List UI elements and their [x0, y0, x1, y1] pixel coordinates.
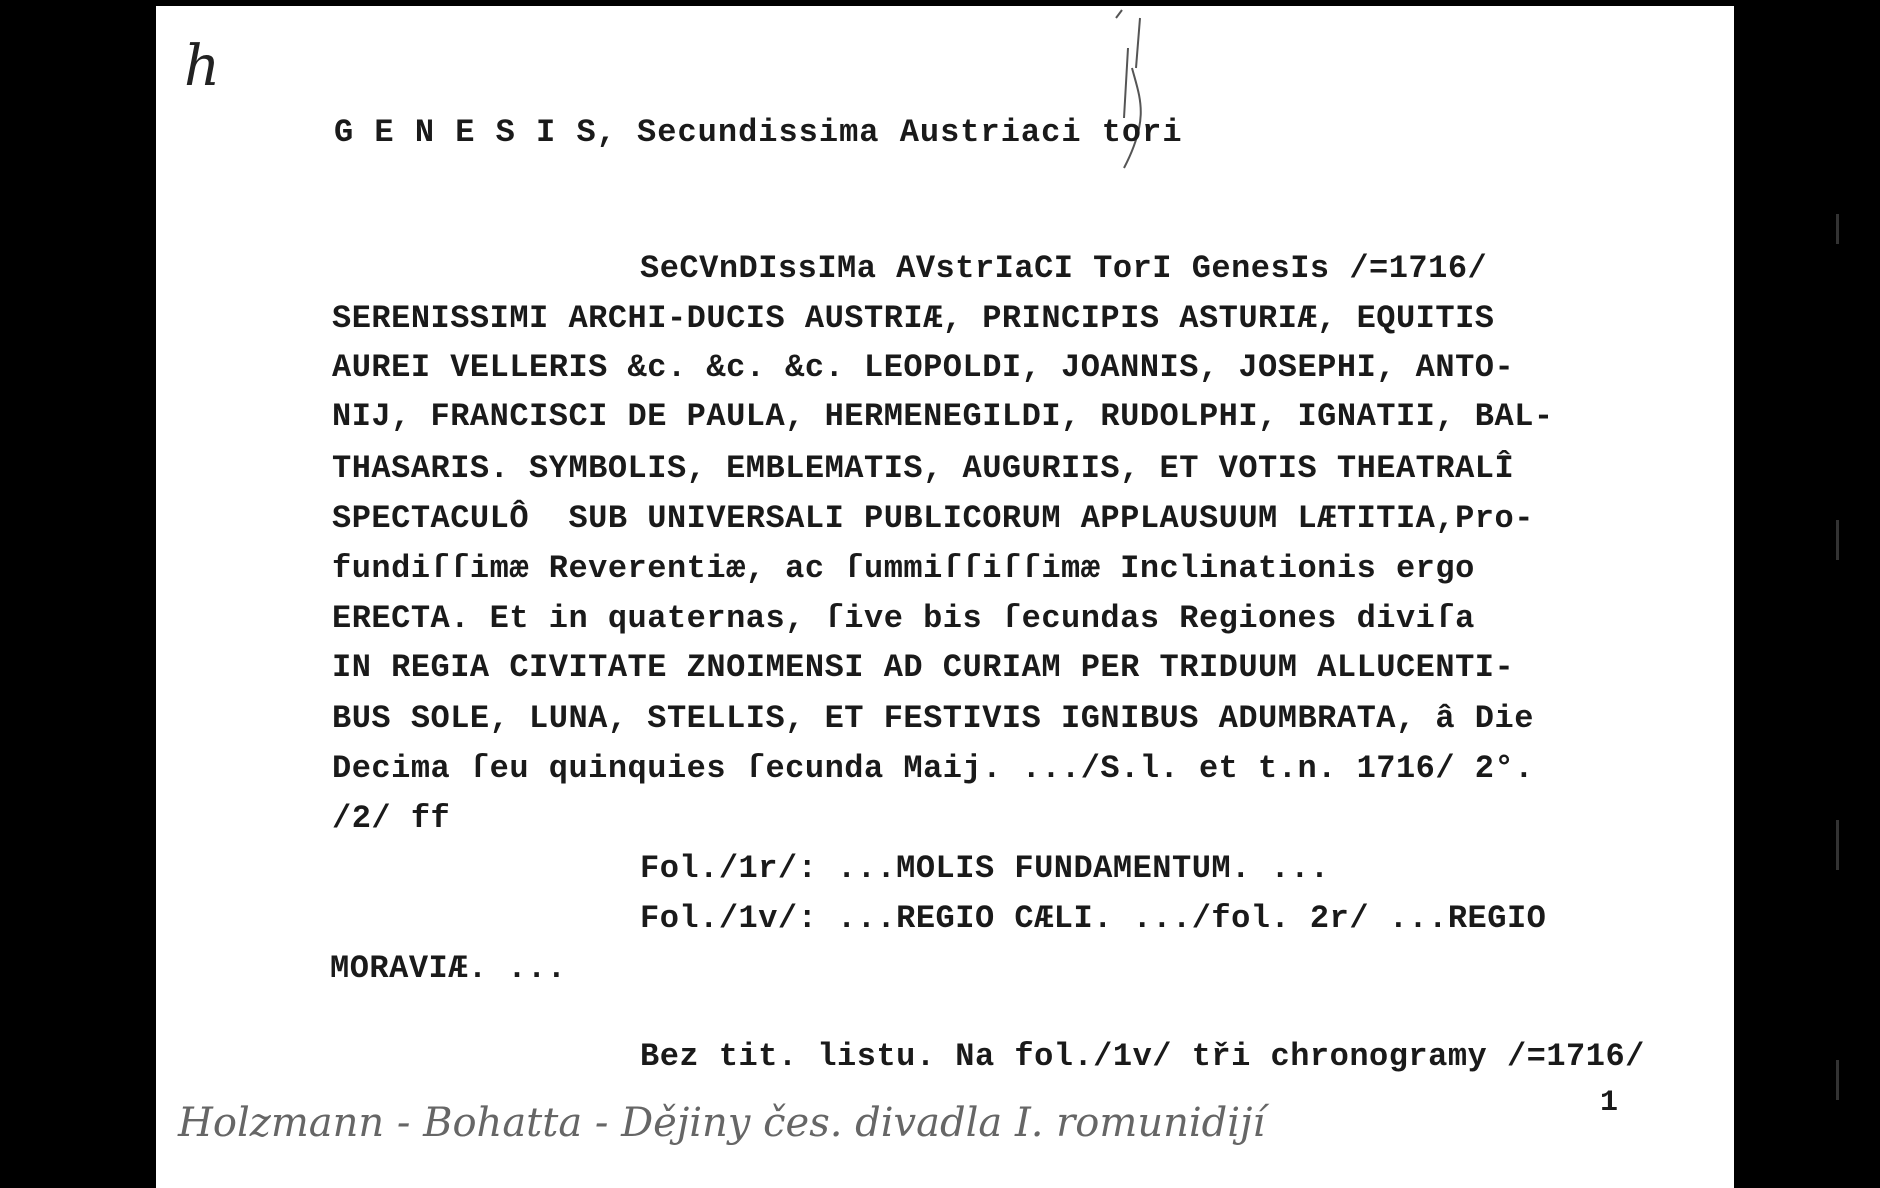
body-line: IN REGIA CIVITATE ZNOIMENSI AD CURIAM PER TRIDUUM ALLUCENTI-	[332, 649, 1515, 686]
body-line: SERENISSIMI ARCHI-DUCIS AUSTRIÆ, PRINCIPIS ASTURIÆ, EQUITIS	[332, 300, 1495, 337]
body-line: Decima ſeu quinquies ſecunda Maij. .../S.l. et t.n. 1716/ 2°.	[332, 750, 1534, 787]
folio-line: Fol./1v/: ...REGIO CÆLI. .../fol. 2r/ ...REGIO	[640, 900, 1547, 937]
handwritten-footer: Holzmann - Bohatta - Dějiny čes. divadla I. romunidijí	[178, 1100, 1266, 1146]
scan-speck	[1836, 214, 1839, 244]
scan-speck	[1836, 1060, 1839, 1100]
body-line: THASARIS. SYMBOLIS, EMBLEMATIS, AUGURIIS, ET VOTIS THEATRALÎ	[332, 450, 1515, 487]
body-line: /2/ ff	[332, 800, 451, 837]
corner-mark: h	[184, 34, 221, 99]
body-line: SPECTACULÔ SUB UNIVERSALI PUBLICORUM APPLAUSUUM LÆTITIA,Pro-	[332, 500, 1534, 537]
chronogram-line: SeCVnDIssIMa AVstrIaCI TorI GenesIs /=1716/	[640, 250, 1488, 287]
record-title: G E N E S I S, Secundissima Austriaci tori	[334, 114, 1183, 151]
body-line: BUS SOLE, LUNA, STELLIS, ET FESTIVIS IGNIBUS ADUMBRATA, â Die	[332, 700, 1534, 737]
folio-continuation: MORAVIÆ. ...	[330, 950, 567, 987]
folio-line: Fol./1r/: ...MOLIS FUNDAMENTUM. ...	[640, 850, 1330, 887]
scan-edge	[1734, 0, 1880, 1188]
body-line: AUREI VELLERIS &c. &c. &c. LEOPOLDI, JOANNIS, JOSEPHI, ANTO-	[332, 349, 1515, 386]
body-line: fundiſſimæ Reverentiæ, ac ſummiſſiſſimæ Inclinationis ergo	[332, 550, 1475, 587]
body-line: ERECTA. Et in quaternas, ſive bis ſecundas Regiones diviſa	[332, 600, 1475, 637]
scan-speck	[1836, 520, 1839, 560]
pencil-stroke-icon	[1080, 8, 1160, 188]
body-line: NIJ, FRANCISCI DE PAULA, HERMENEGILDI, RUDOLPHI, IGNATII, BAL-	[332, 398, 1554, 435]
scan-speck	[1836, 820, 1839, 870]
catalog-card	[156, 6, 1734, 1188]
page-number: 1	[1600, 1086, 1619, 1120]
note-line: Bez tit. listu. Na fol./1v/ tři chronogramy /=1716/	[640, 1038, 1645, 1075]
